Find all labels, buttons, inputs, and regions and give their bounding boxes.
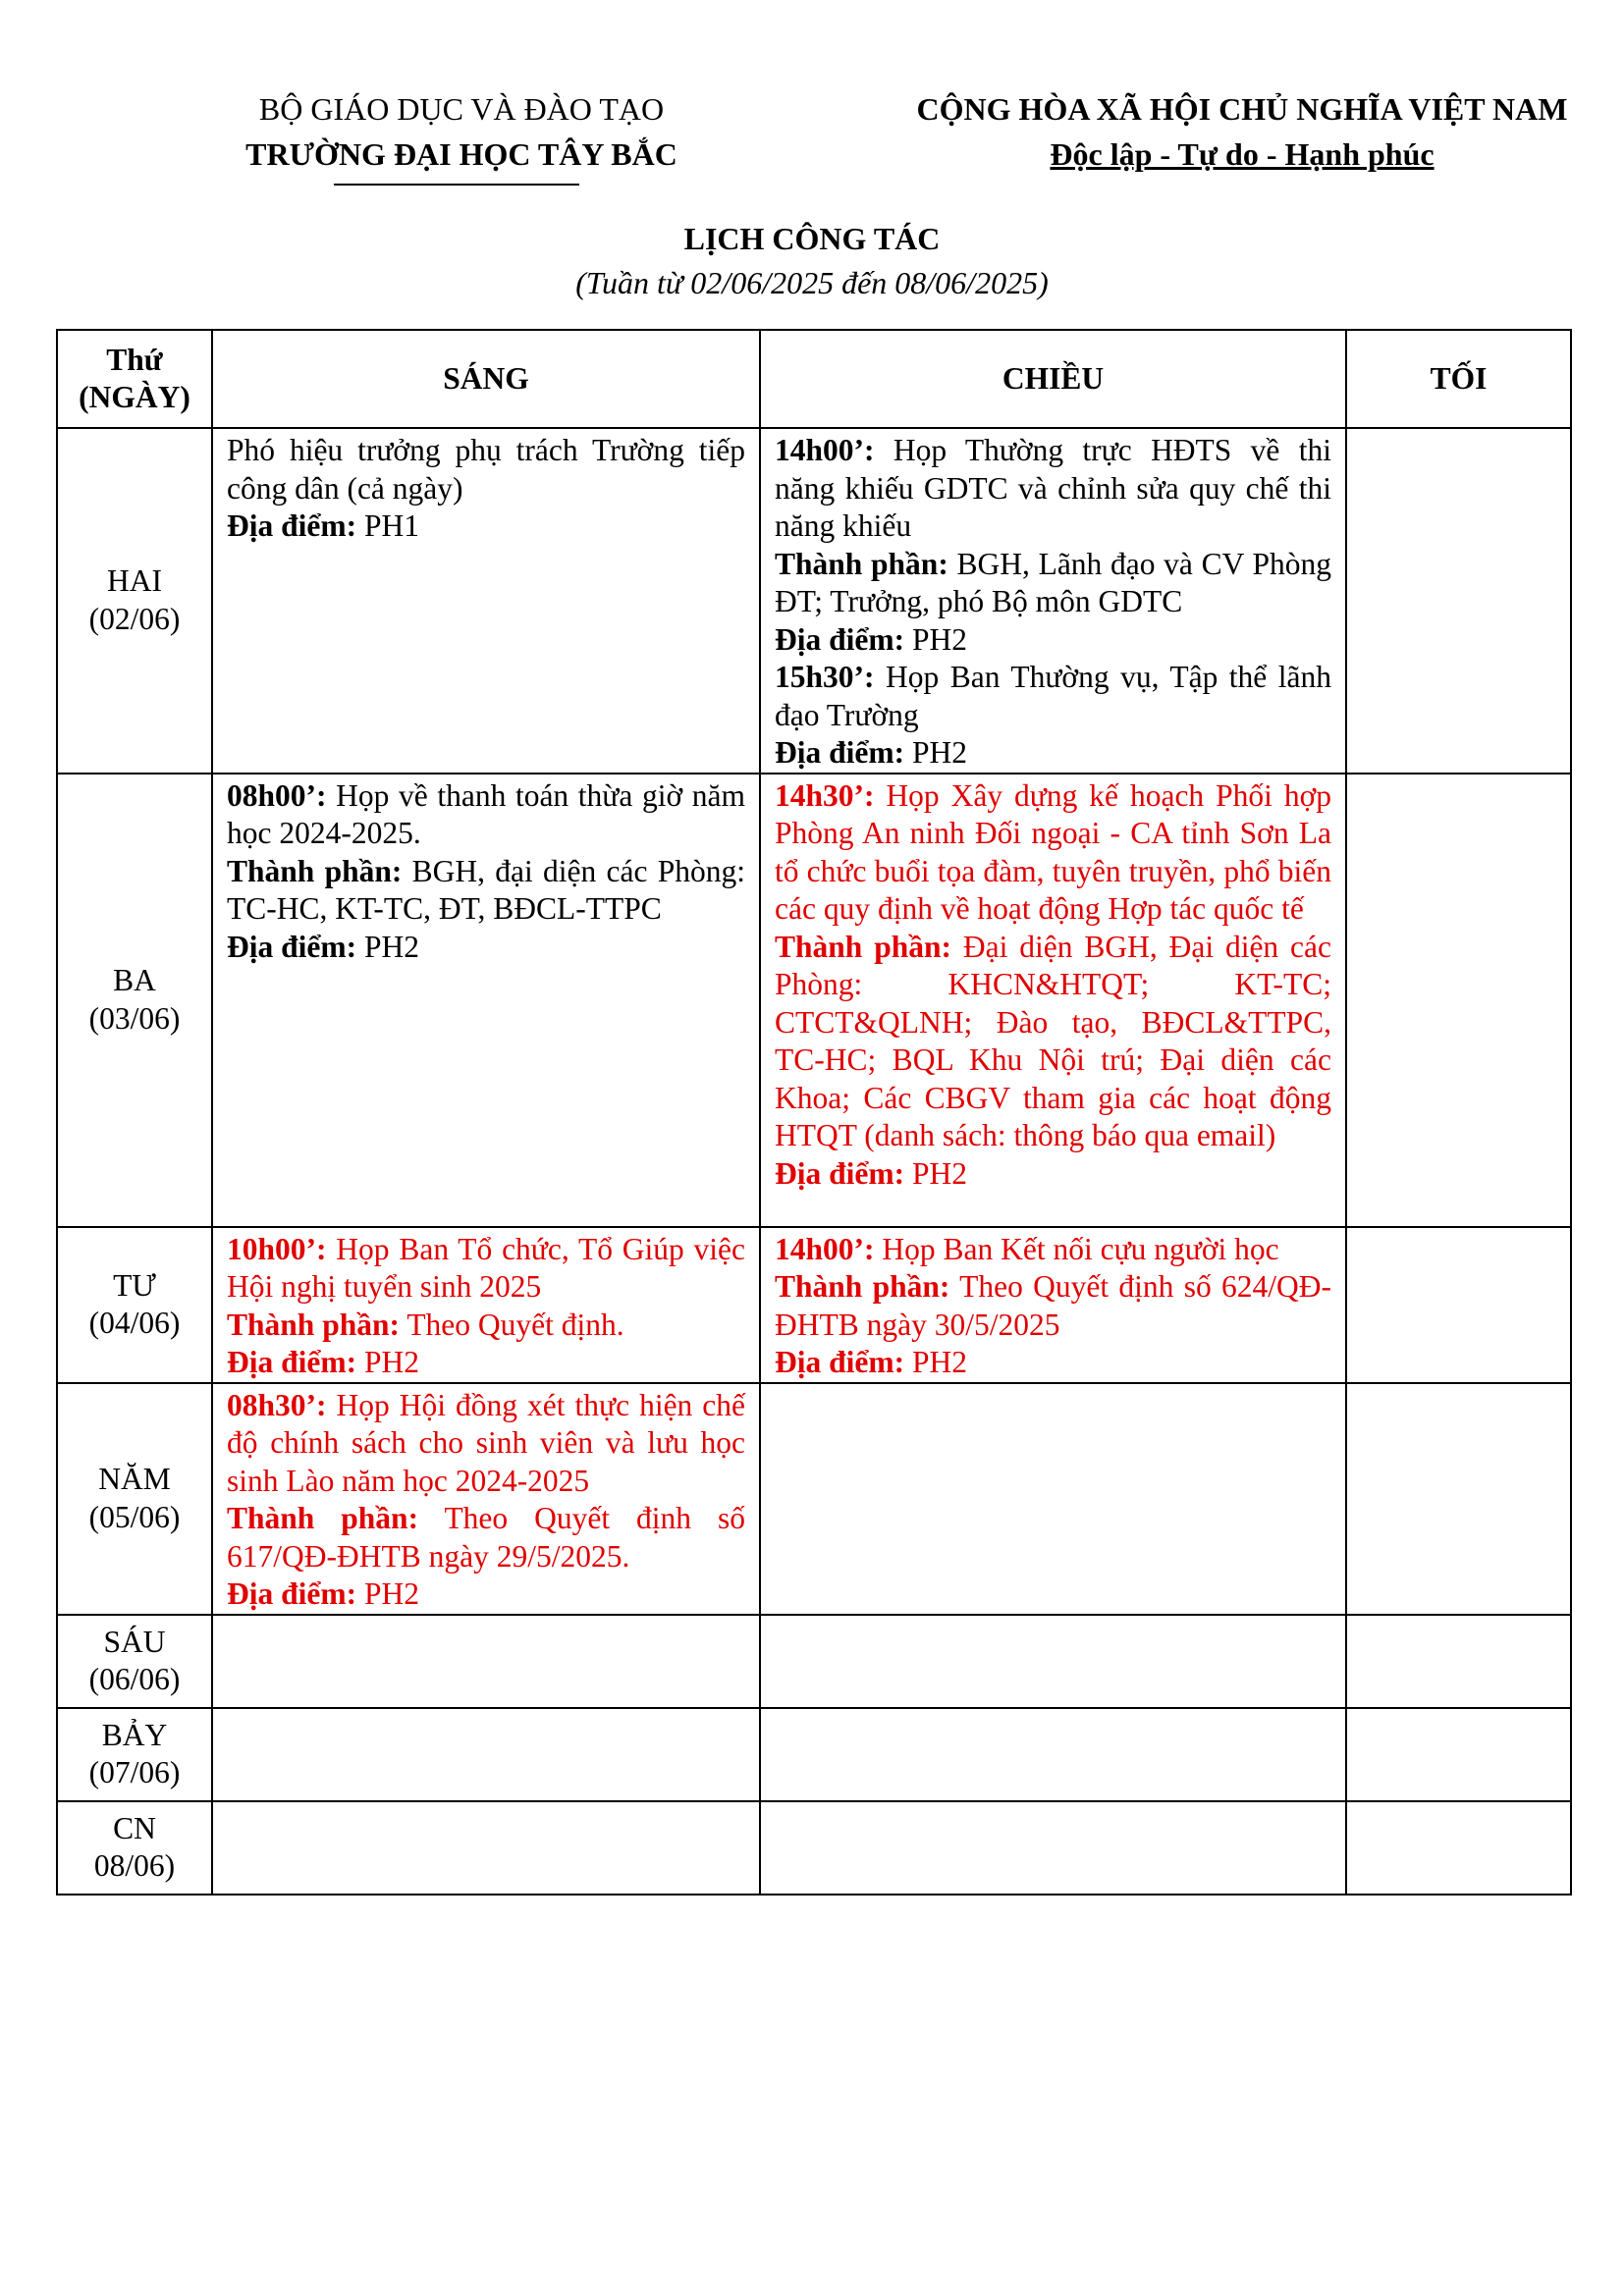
afternoon-cell xyxy=(760,774,1346,1227)
table-row xyxy=(57,1383,1571,1615)
evening-cell xyxy=(1346,774,1571,1227)
event-text: Họp về thanh toán thừa giờ năm học 2024-2025. xyxy=(227,777,745,850)
table-row xyxy=(57,1801,1571,1895)
evening-cell xyxy=(1346,1615,1571,1708)
event-text: Họp Thường trực HĐTS về thi năng khiếu GDTC và chỉnh sửa quy chế thi năng khiếu xyxy=(775,433,1331,543)
evening-cell xyxy=(1346,1227,1571,1383)
day-name: CN xyxy=(113,1810,156,1845)
morning-cell xyxy=(212,774,760,1227)
header-afternoon: CHIỀU xyxy=(760,330,1346,428)
event-location: PH2 xyxy=(363,1345,420,1379)
table-row xyxy=(57,428,1571,774)
event-location: PH2 xyxy=(911,1155,968,1191)
afternoon-cell xyxy=(760,1801,1346,1895)
event-time: 14h30’: xyxy=(775,777,875,813)
university-name: TRƯỜNG ĐẠI HỌC TÂY BẮC xyxy=(245,136,677,172)
header-evening: TỐI xyxy=(1346,330,1571,428)
event-location: PH1 xyxy=(363,508,420,543)
event-location: PH2 xyxy=(363,929,420,964)
university-underline xyxy=(334,184,579,186)
table-row xyxy=(57,774,1571,1227)
event-text: Phó hiệu trưởng phụ trách Trường tiếp công dân (cả ngày) xyxy=(227,433,745,506)
table-row xyxy=(57,1227,1571,1383)
day-cell xyxy=(57,1801,212,1895)
afternoon-cell xyxy=(760,1615,1346,1708)
afternoon-cell xyxy=(760,1708,1346,1801)
day-cell xyxy=(57,1383,212,1615)
day-date: (04/06) xyxy=(88,1306,181,1340)
event-composition: Theo Quyết định số 624/QĐ-ĐHTB ngày 30/5/2025 xyxy=(775,1269,1331,1342)
national-motto: Độc lập - Tự do - Hạnh phúc xyxy=(1050,136,1435,172)
event-time: 14h00’: xyxy=(775,1231,875,1266)
event-composition: Theo Quyết định. xyxy=(406,1307,624,1342)
composition-label: Thành phần: xyxy=(775,929,951,964)
location-label: Địa điểm: xyxy=(227,929,357,964)
event-location: PH2 xyxy=(911,735,968,770)
event-composition: BGH, Lãnh đạo và CV Phòng ĐT; Trưởng, phó Bộ môn GDTC xyxy=(775,546,1332,618)
event-time: 14h00’: xyxy=(775,433,875,467)
ministry-name: BỘ GIÁO DỤC VÀ ĐÀO TẠO xyxy=(258,91,665,127)
event-location: PH2 xyxy=(363,1576,420,1611)
table-row xyxy=(57,1615,1571,1708)
event-composition: Đại diện BGH, Đại diện các Phòng: KHCN&HTQT; KT-TC; CTCT&QLNH; Đào tạo, BĐCL&TTPC, TC-HC; BQL Khu Nội trú; Đại diện các Khoa; Các CBGV tham gia các hoạt động HTQT (danh sách: thông báo qua email) xyxy=(775,929,1331,1152)
national-motto-block xyxy=(879,86,1605,177)
evening-cell xyxy=(1346,1708,1571,1801)
header-day-line2: (NGÀY) xyxy=(79,380,190,414)
day-name: TƯ xyxy=(113,1267,156,1303)
page-subtitle: (Tuần từ 02/06/2025 đến 08/06/2025) xyxy=(575,265,1049,300)
country-name: CỘNG HÒA XÃ HỘI CHỦ NGHĨA VIỆT NAM xyxy=(916,91,1568,127)
day-name: BA xyxy=(113,963,156,997)
event-time: 08h30’: xyxy=(227,1387,327,1422)
day-date: (02/06) xyxy=(88,601,181,636)
page-title: LỊCH CÔNG TÁC xyxy=(683,221,941,256)
day-date: 08/06) xyxy=(93,1848,176,1883)
day-cell xyxy=(57,1227,212,1383)
location-label: Địa điểm: xyxy=(775,1345,905,1379)
afternoon-cell xyxy=(760,1383,1346,1615)
ministry-block xyxy=(226,86,697,177)
location-label: Địa điểm: xyxy=(775,735,905,770)
morning-cell xyxy=(212,1801,760,1895)
location-label: Địa điểm: xyxy=(227,1345,357,1379)
header-day xyxy=(57,330,212,428)
event-time: 15h30’: xyxy=(775,660,875,694)
morning-cell xyxy=(212,428,760,774)
day-cell xyxy=(57,428,212,774)
day-cell xyxy=(57,1708,212,1801)
event-text: Họp Ban Tổ chức, Tổ Giúp việc Hội nghị tuyển sinh 2025 xyxy=(227,1231,745,1304)
afternoon-cell xyxy=(760,428,1346,774)
table-header-row xyxy=(57,330,1571,428)
morning-cell xyxy=(212,1708,760,1801)
evening-cell xyxy=(1346,1383,1571,1615)
event-composition: Theo Quyết định số 617/QĐ-ĐHTB ngày 29/5/2025. xyxy=(227,1501,745,1574)
composition-label: Thành phần: xyxy=(775,546,948,581)
table-row xyxy=(57,1708,1571,1801)
composition-label: Thành phần: xyxy=(227,1501,419,1535)
event-text: Họp Ban Kết nối cựu người học xyxy=(882,1231,1279,1266)
day-cell xyxy=(57,1615,212,1708)
event-text: Họp Hội đồng xét thực hiện chế độ chính sách cho sinh viên và lưu học sinh Lào năm học 2024-2025 xyxy=(227,1387,746,1498)
location-label: Địa điểm: xyxy=(227,1576,357,1611)
event-location: PH2 xyxy=(911,621,968,657)
morning-cell xyxy=(212,1383,760,1615)
day-name: BẢY xyxy=(101,1717,168,1752)
day-date: (05/06) xyxy=(88,1499,181,1534)
composition-label: Thành phần: xyxy=(775,1269,950,1304)
composition-label: Thành phần: xyxy=(227,853,403,888)
day-name: NĂM xyxy=(98,1462,171,1496)
event-text: Họp Ban Thường vụ, Tập thể lãnh đạo Trường xyxy=(775,660,1332,732)
day-date: (06/06) xyxy=(88,1662,181,1696)
day-cell xyxy=(57,774,212,1227)
morning-cell xyxy=(212,1615,760,1708)
schedule-table xyxy=(56,329,1572,1896)
day-name: HAI xyxy=(107,563,162,599)
evening-cell xyxy=(1346,1801,1571,1895)
event-composition: BGH, đại diện các Phòng: TC-HC, KT-TC, ĐT, BĐCL-TTPC xyxy=(227,853,745,926)
location-label: Địa điểm: xyxy=(227,508,357,543)
location-label: Địa điểm: xyxy=(775,1155,905,1191)
morning-cell xyxy=(212,1227,760,1383)
location-label: Địa điểm: xyxy=(775,621,905,657)
event-location: PH2 xyxy=(911,1345,968,1379)
day-name: SÁU xyxy=(103,1624,166,1659)
header-day-line1: Thứ xyxy=(106,342,163,377)
event-time: 08h00’: xyxy=(227,777,327,813)
composition-label: Thành phần: xyxy=(227,1307,400,1342)
day-date: (07/06) xyxy=(88,1755,181,1789)
afternoon-cell xyxy=(760,1227,1346,1383)
event-time: 10h00’: xyxy=(227,1231,327,1266)
evening-cell xyxy=(1346,428,1571,774)
day-date: (03/06) xyxy=(88,1000,181,1036)
header-morning: SÁNG xyxy=(212,330,760,428)
event-text: Họp Xây dựng kế hoạch Phối hợp Phòng An ninh Đối ngoại - CA tỉnh Sơn La tổ chức buổi tọa đàm, tuyên truyền, phổ biến các quy định về hoạt động Hợp tác quốc tế xyxy=(775,777,1331,926)
